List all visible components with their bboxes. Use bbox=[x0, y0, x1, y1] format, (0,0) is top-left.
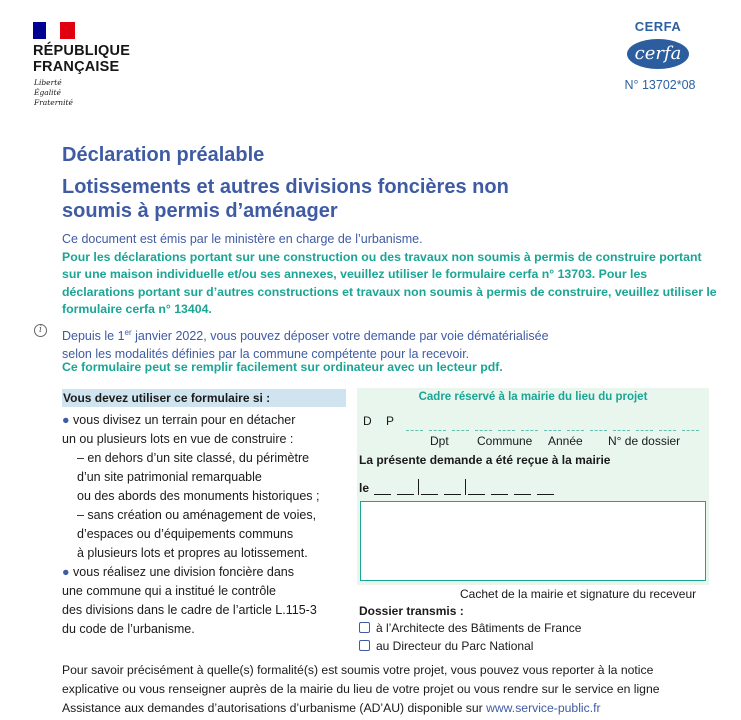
cerfa-label: CERFA bbox=[634, 19, 682, 34]
bullet-icon: ● bbox=[62, 565, 70, 579]
motto-egalite: Égalité bbox=[34, 88, 61, 97]
flag-red bbox=[60, 22, 75, 39]
file-number-slot[interactable] bbox=[452, 430, 469, 431]
condition-1-line-2: un ou plusieurs lots en vue de construire : bbox=[62, 432, 294, 446]
cerfa-logo-icon: cerfa bbox=[627, 39, 689, 69]
info-sup: er bbox=[124, 328, 132, 337]
file-number-slot[interactable] bbox=[406, 430, 423, 431]
date-separator bbox=[465, 479, 466, 495]
document-title: Déclaration préalable bbox=[62, 144, 265, 166]
sub-condition-2-l1: – sans création ou aménagement de voies, bbox=[77, 508, 317, 522]
label-commune: Commune bbox=[477, 434, 533, 448]
mairie-heading: Cadre réservé à la mairie du lieu du projet bbox=[418, 391, 648, 403]
sub-condition-1-l2: d’un site patrimonial remarquable bbox=[77, 470, 262, 484]
republique-name: RÉPUBLIQUE FRANÇAISE bbox=[33, 43, 131, 75]
file-number-slot[interactable] bbox=[590, 430, 607, 431]
date-slot[interactable] bbox=[491, 494, 508, 495]
info-text bbox=[62, 324, 722, 363]
date-slot[interactable] bbox=[397, 494, 414, 495]
dossier-transmis-label: Dossier transmis : bbox=[359, 604, 464, 618]
pdf-notice: Ce formulaire peut se remplir facilement sur ordinateur avec un lecteur pdf. bbox=[62, 360, 503, 374]
intro-text: Ce document est émis par le ministère en charge de l’urbanisme. bbox=[62, 232, 423, 246]
file-number-slot[interactable] bbox=[521, 430, 538, 431]
condition-2-line-3: des divisions dans le cadre de l’article L.115-3 bbox=[62, 603, 317, 617]
condition-1-text: vous divisez un terrain pour en détacher bbox=[73, 413, 296, 427]
date-slot[interactable] bbox=[421, 494, 438, 495]
date-label: le bbox=[359, 481, 370, 495]
footer-line-2: explicative ou vous renseigner auprès de la mairie du lieu de votre projet ou vous rendre sur le service en ligne bbox=[62, 682, 660, 696]
info-line-1-b: janvier 2022, vous pouvez déposer votre demande par voie dématérialisée bbox=[131, 329, 549, 344]
condition-2-line-2: une commune qui a institué le contrôle bbox=[62, 584, 277, 598]
stamp-area[interactable] bbox=[360, 501, 706, 581]
date-slot[interactable] bbox=[468, 494, 485, 495]
usage-heading: Vous devez utiliser ce formulaire si : bbox=[62, 389, 346, 407]
marianne-flag-icon bbox=[33, 22, 75, 39]
file-number-slot[interactable] bbox=[636, 430, 653, 431]
receipt-statement: La présente demande a été reçue à la mairie bbox=[359, 453, 611, 467]
document-subtitle: Lotissements et autres divisions foncières non soumis à permis d’aménager bbox=[62, 176, 509, 222]
info-line-1-a: Depuis le 1 bbox=[62, 329, 125, 344]
date-slot[interactable] bbox=[537, 494, 554, 495]
condition-1-line-1 bbox=[62, 411, 352, 430]
info-icon: i bbox=[34, 324, 47, 337]
cerfa-number: N° 13702*08 bbox=[624, 78, 696, 92]
file-number-slot[interactable] bbox=[475, 430, 492, 431]
checkbox-parc-national-label: au Directeur du Parc National bbox=[376, 639, 534, 653]
condition-2-line-4: du code de l’urbanisme. bbox=[62, 622, 195, 636]
label-dossier: N° de dossier bbox=[608, 434, 681, 448]
file-number-slot[interactable] bbox=[544, 430, 561, 431]
date-slot[interactable] bbox=[514, 494, 531, 495]
cerfa-notice: Pour les déclarations portant sur une construction ou des travaux non soumis à permis de construire portant sur une maison individuelle et/ou ses annexes, veuillez utiliser le formulaire cerfa n° 13703. Pour les déclarations portant sur d’autres constructions et travaux non soumis à permis de construire, veuillez utiliser le formulaire cerfa n° 13404. bbox=[62, 250, 717, 316]
checkbox-abf-label: à l’Architecte des Bâtiments de France bbox=[376, 621, 582, 635]
file-number-slot[interactable] bbox=[682, 430, 699, 431]
stamp-caption: Cachet de la mairie et signature du receveur bbox=[460, 587, 697, 601]
footer-line-3 bbox=[62, 699, 722, 718]
bullet-icon: ● bbox=[62, 413, 70, 427]
label-annee: Année bbox=[548, 434, 583, 448]
label-dpt: Dpt bbox=[430, 434, 449, 448]
service-public-link[interactable]: www.service-public.fr bbox=[486, 701, 601, 715]
footer-text bbox=[62, 661, 722, 718]
file-number-slot[interactable] bbox=[429, 430, 446, 431]
sub-condition-1-l3: ou des abords des monuments historiques ; bbox=[77, 489, 320, 503]
dp-letter-p: P bbox=[386, 414, 395, 428]
motto-liberte: Liberté bbox=[34, 78, 62, 87]
checkbox-parc-national[interactable] bbox=[359, 640, 370, 651]
footer-line-1: Pour savoir précisément à quelle(s) formalité(s) est soumis votre projet, vous pouvez vous reporter à la notice bbox=[62, 663, 654, 677]
dp-letter-d: D bbox=[363, 414, 372, 428]
footer-line-3-text: Assistance aux demandes d’autorisations d’urbanisme (AD’AU) disponible sur bbox=[62, 701, 487, 715]
date-slot[interactable] bbox=[444, 494, 461, 495]
sub-condition-1-l1: – en dehors d’un site classé, du périmètre bbox=[77, 451, 310, 465]
sub-condition-2-l2: d’espaces ou d’équipements communs bbox=[77, 527, 294, 541]
date-slot[interactable] bbox=[374, 494, 391, 495]
file-number-slot[interactable] bbox=[567, 430, 584, 431]
condition-2-text: vous réalisez une division foncière dans bbox=[73, 565, 295, 579]
info-line-2: selon les modalités définies par la commune compétente pour la recevoir. bbox=[62, 347, 470, 362]
flag-blue bbox=[33, 22, 46, 39]
usage-conditions bbox=[62, 411, 352, 639]
flag-white bbox=[46, 22, 60, 39]
republique-motto bbox=[34, 78, 114, 108]
file-number-slot[interactable] bbox=[659, 430, 676, 431]
checkbox-abf[interactable] bbox=[359, 622, 370, 633]
file-number-slot[interactable] bbox=[613, 430, 630, 431]
file-number-slot[interactable] bbox=[498, 430, 515, 431]
motto-fraternite: Fraternité bbox=[34, 98, 73, 107]
sub-condition-2-l3: à plusieurs lots et propres au lotissement. bbox=[77, 546, 308, 560]
condition-2-line-1 bbox=[62, 563, 352, 582]
info-line-1 bbox=[62, 324, 722, 345]
date-separator bbox=[418, 479, 419, 495]
